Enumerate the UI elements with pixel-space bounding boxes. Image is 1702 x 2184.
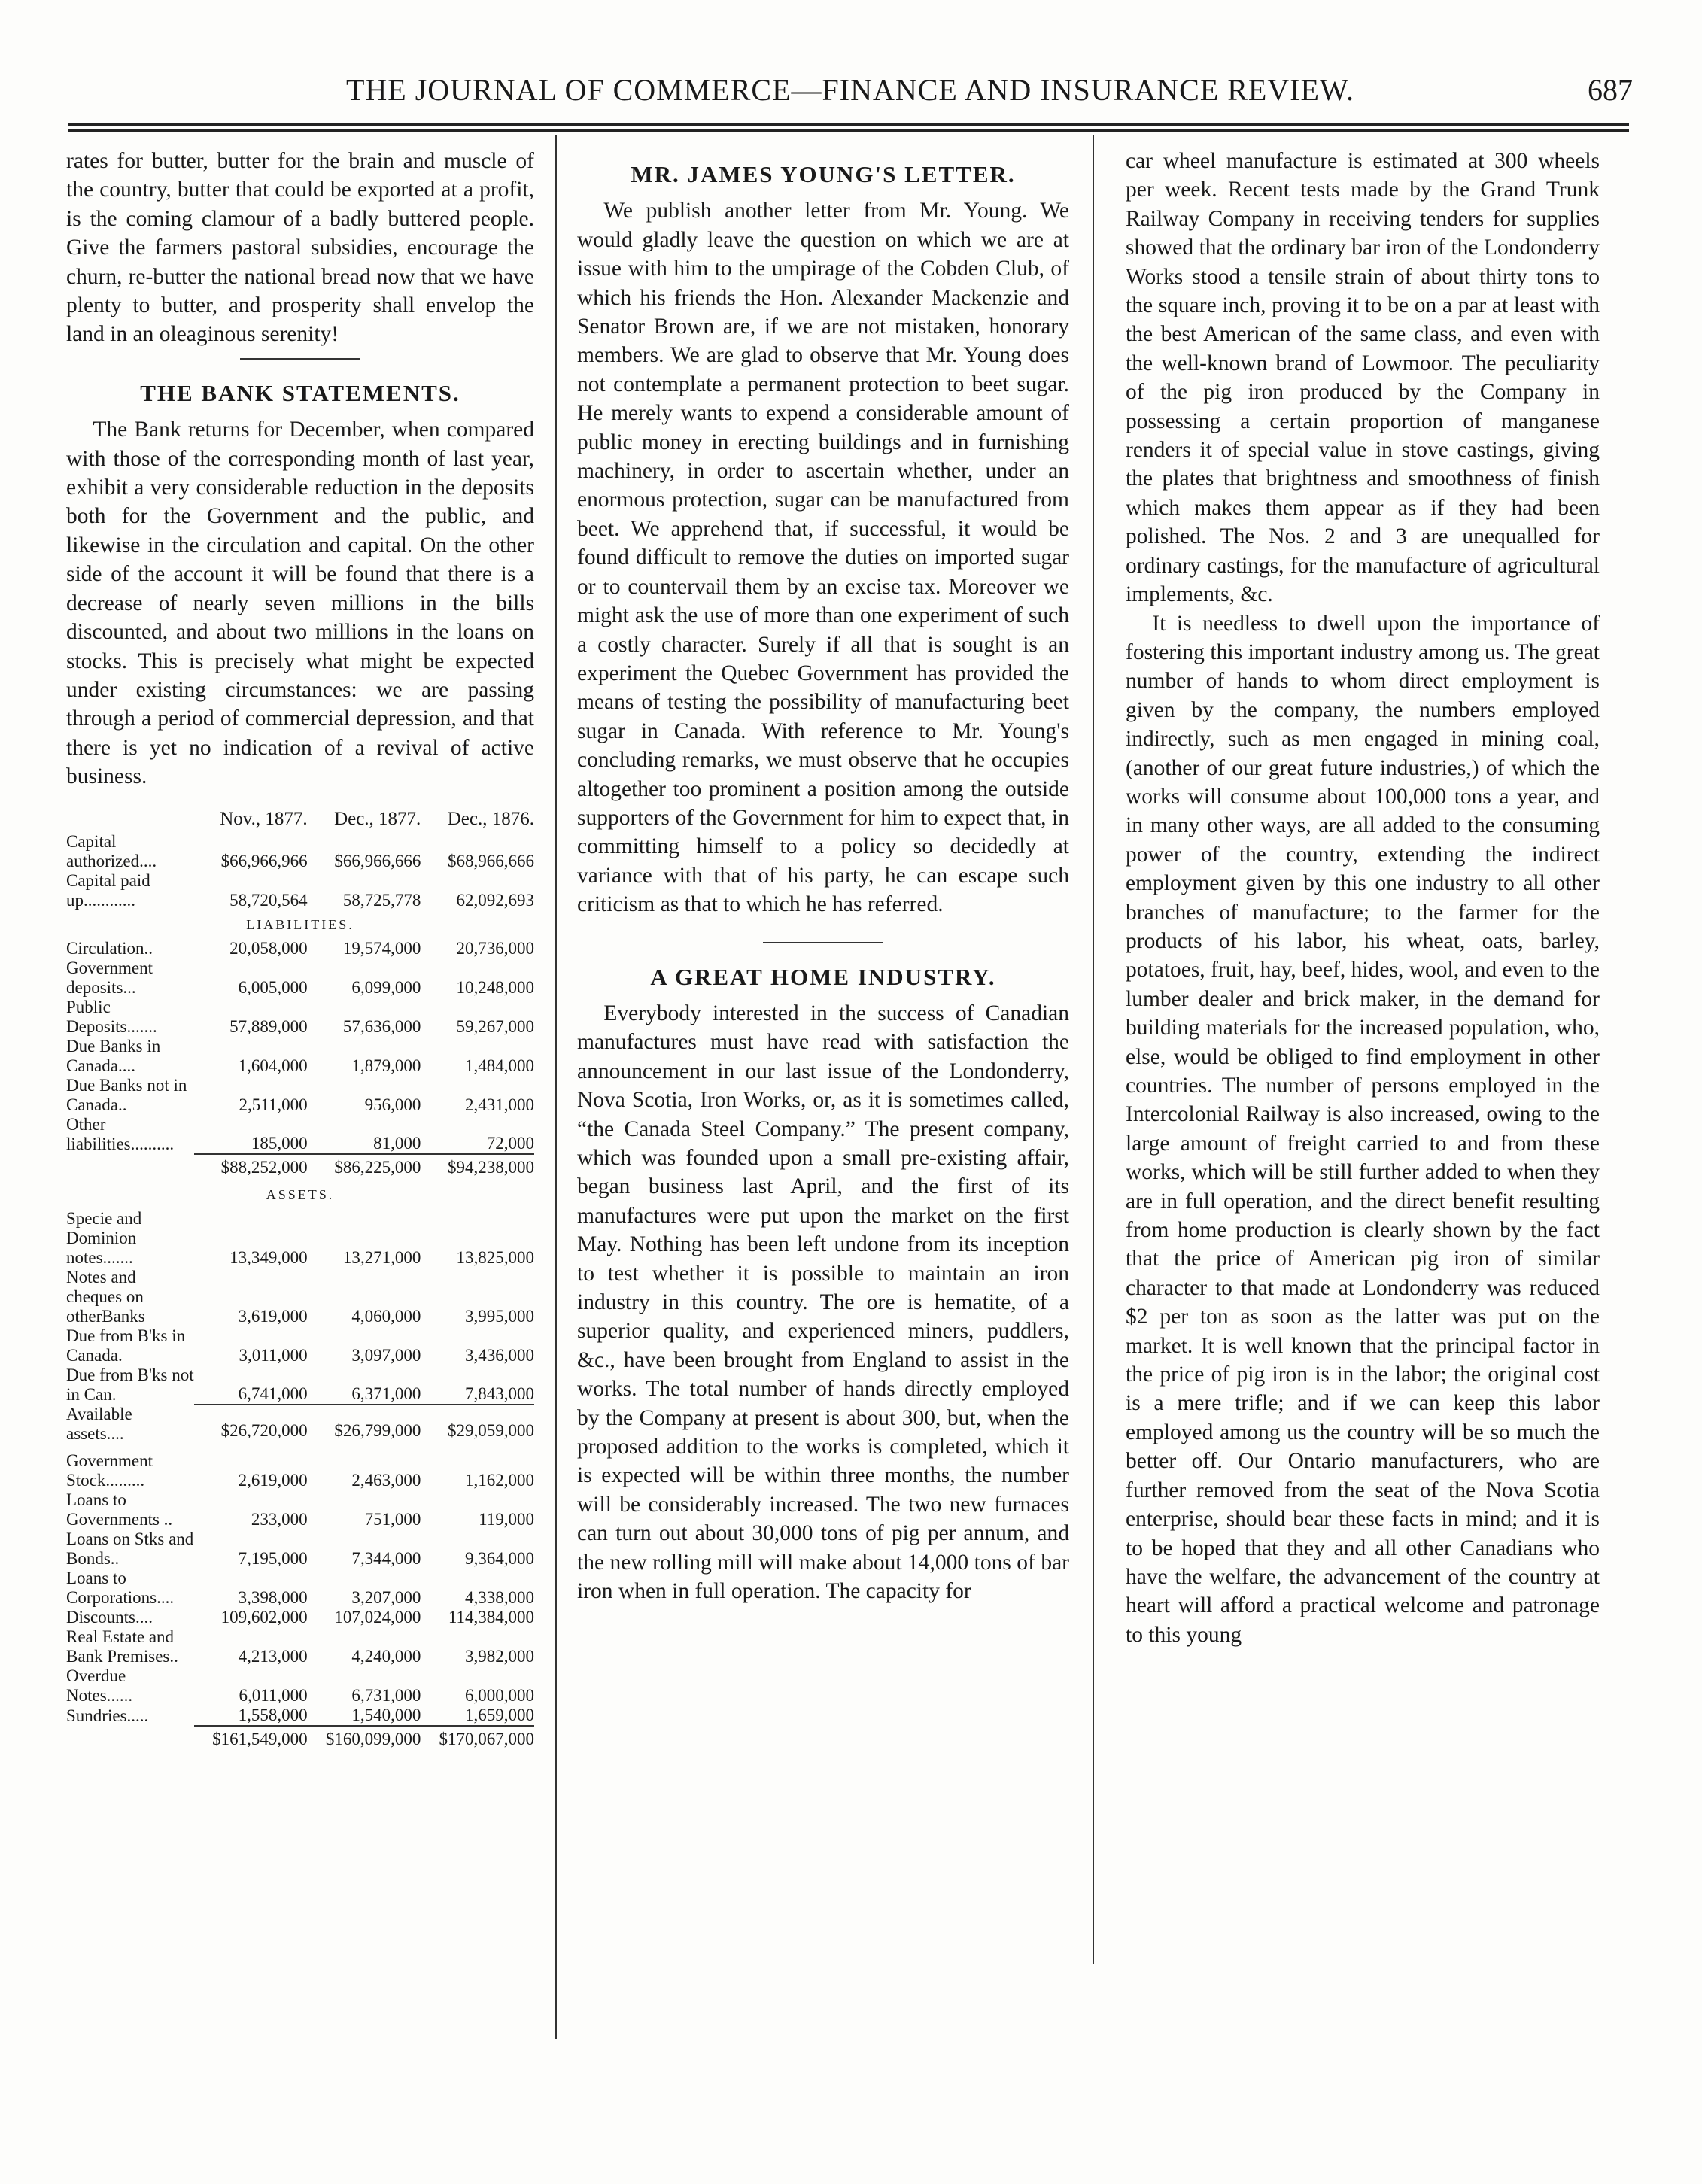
table-row bbox=[66, 832, 534, 871]
row-label: Available assets.... bbox=[66, 1404, 132, 1443]
row-label: Loans to Corporations.... bbox=[66, 1568, 175, 1607]
table-cell: 3,097,000 bbox=[351, 1345, 421, 1365]
table-row bbox=[66, 958, 534, 998]
table-cell: 109,602,000 bbox=[220, 1607, 308, 1627]
table-cell: 13,271,000 bbox=[342, 1247, 421, 1267]
table-cell: 9,364,000 bbox=[465, 1548, 534, 1568]
column-divider-right bbox=[1093, 135, 1094, 1964]
table-row bbox=[66, 1490, 534, 1529]
page-header bbox=[68, 72, 1633, 110]
table-row bbox=[66, 1115, 534, 1154]
table-cell: 4,240,000 bbox=[351, 1646, 421, 1666]
table-cell: 20,736,000 bbox=[456, 938, 534, 958]
table-cell: 6,371,000 bbox=[351, 1384, 421, 1403]
table-cell: 3,436,000 bbox=[465, 1345, 534, 1365]
table-cell: 72,000 bbox=[486, 1133, 534, 1153]
liabilities-rows bbox=[66, 939, 534, 1154]
young-letter-heading: MR. JAMES YOUNG'S LETTER. bbox=[631, 161, 1016, 187]
row-label: Due from B'ks not in Can. bbox=[66, 1365, 194, 1404]
table-cell: 57,636,000 bbox=[342, 1016, 421, 1036]
table-cell: 114,384,000 bbox=[448, 1607, 534, 1627]
table-cell: 6,011,000 bbox=[239, 1685, 308, 1705]
row-label: Circulation.. bbox=[66, 938, 153, 958]
table-cell: 1,604,000 bbox=[238, 1056, 308, 1075]
table-cell: 6,099,000 bbox=[351, 977, 421, 997]
column-middle bbox=[577, 147, 1069, 1606]
total-cell: $170,067,000 bbox=[421, 1726, 534, 1752]
header-rule-top bbox=[68, 123, 1629, 126]
liabilities-heading: LIABILITIES. bbox=[246, 916, 354, 932]
column-header: Nov., 1877. bbox=[220, 808, 308, 829]
young-letter-paragraph: We publish another letter from Mr. Young. We would gladly leave the question on which we are at issue with him to the umpirage of the Cobden Club, of which his friends the Hon. Alexander Mackenzie and Senator Brown are, if we are not mistaken, honorary members. We are glad to observe that Mr. Young does not contemplate a permanent protection to beet sugar. He merely wants to expend a considerable amount of public money in erecting buildings and in furnishing machinery, in order to ascertain whether, under an enormous protection, sugar can be manufactured from beet. We apprehend that, if successful, it would be found difficult to remove the duties on imported sugar or to countervail them by an excise tax. Moreover we might ask the use of more than one experiment of such a costly character. Surely if all that is sought is an experiment the Quebec Government has provided the means of testing the possibility of manufacturing beet sugar in Canada. With reference to Mr. Young's concluding remarks, we must observe that he occupies altogether too prominent a position among the outside supporters of the Government for him to expect that, in committing himself to a policy so decidedly at variance with that of his party, he can escape such criticism as that to which he has referred. bbox=[577, 199, 1069, 917]
row-label: Government Stock......... bbox=[66, 1450, 153, 1490]
row-label: Capital paid up............ bbox=[66, 870, 150, 910]
table-cell: 185,000 bbox=[251, 1133, 308, 1153]
table-row bbox=[66, 1569, 534, 1608]
table-cell: 13,825,000 bbox=[456, 1247, 534, 1267]
total-cell: $161,549,000 bbox=[194, 1726, 308, 1752]
table-row bbox=[66, 1706, 534, 1726]
table-cell: 2,511,000 bbox=[239, 1095, 308, 1114]
row-label: Loans to Governments .. bbox=[66, 1490, 173, 1529]
home-industry-paragraph: Everybody interested in the success of Canadian manufactures must have read with satisfaction the announcement in our last issue of the Londonderry, Nova Scotia, Iron Works, or, as it is sometimes called, “the Canada Steel Company.” The present company, which was founded upon a small pre-existing affair, began business last April, and the first of its manufactures were put upon the market on the first May. Nothing has been left undone from its inception to test whether it is possible to maintain an iron industry in this country. The ore is hematite, of a superior quality, and experienced miners, puddlers, &c., have been brought from England to assist in the works. The total number of hands directly employed by the Company at present is about 300, but, when the proposed addition to the works is completed, which it is expected will be within three months, the number will be considerably increased. The two new furnaces can turn out about 30,000 tons of pig per annum, and the new rolling mill will make about 14,000 tons of bar iron when in full operation. The capacity for bbox=[577, 1001, 1069, 1604]
table-cell: 4,338,000 bbox=[465, 1587, 534, 1607]
table-cell: 233,000 bbox=[251, 1509, 308, 1529]
column-header: Dec., 1877. bbox=[334, 808, 421, 829]
table-row bbox=[66, 1076, 534, 1115]
column-header: Dec., 1876. bbox=[447, 808, 534, 829]
row-label: Due Banks in Canada.... bbox=[66, 1036, 161, 1075]
total-cell: $94,238,000 bbox=[421, 1154, 534, 1180]
table-cell: 3,982,000 bbox=[465, 1646, 534, 1666]
table-cell: 20,058,000 bbox=[229, 938, 308, 958]
table-row bbox=[66, 939, 534, 958]
home-industry-heading: A GREAT HOME INDUSTRY. bbox=[650, 963, 996, 990]
table-cell: 956,000 bbox=[364, 1095, 421, 1114]
table-row bbox=[66, 1209, 534, 1268]
table-cell: 59,267,000 bbox=[456, 1016, 534, 1036]
table-cell: 751,000 bbox=[364, 1509, 421, 1529]
table-cell: $68,966,666 bbox=[448, 851, 534, 870]
table-row bbox=[66, 1608, 534, 1627]
table-cell: 1,879,000 bbox=[351, 1056, 421, 1075]
table-cell: 7,195,000 bbox=[238, 1548, 308, 1568]
table-cell: 4,060,000 bbox=[351, 1306, 421, 1326]
table-cell: 58,720,564 bbox=[229, 890, 308, 910]
total-cell: $26,720,000 bbox=[194, 1405, 308, 1444]
table-row bbox=[66, 1365, 534, 1405]
row-label: Due Banks not in Canada.. bbox=[66, 1075, 187, 1114]
table-cell: 4,213,000 bbox=[238, 1646, 308, 1666]
table-cell: 107,024,000 bbox=[334, 1607, 421, 1627]
page-number: 687 bbox=[1588, 73, 1633, 107]
table-cell: 119,000 bbox=[479, 1509, 534, 1529]
table-row bbox=[66, 1529, 534, 1569]
row-label: Other liabilities.......... bbox=[66, 1114, 175, 1153]
table-cell: 6,005,000 bbox=[238, 977, 308, 997]
total-cell: $29,059,000 bbox=[421, 1405, 534, 1444]
table-cell: 10,248,000 bbox=[456, 977, 534, 997]
table-header-row bbox=[66, 810, 534, 832]
table-cell: $66,966,966 bbox=[220, 851, 308, 870]
row-label: Due from B'ks in Canada. bbox=[66, 1326, 186, 1365]
table-cell: 2,431,000 bbox=[465, 1095, 534, 1114]
table-cell: 7,843,000 bbox=[465, 1384, 534, 1403]
bank-statements-heading: THE BANK STATEMENTS. bbox=[140, 379, 460, 406]
available-assets-row bbox=[66, 1405, 534, 1444]
running-title: THE JOURNAL OF COMMERCE—FINANCE AND INSURANCE REVIEW. bbox=[345, 73, 1355, 107]
row-label: Sundries..... bbox=[66, 1706, 149, 1725]
assets-rows-a bbox=[66, 1209, 534, 1405]
bank-statements-paragraph: The Bank returns for December, when compared with those of the corresponding month of last year, exhibit a very considerable reduction in the deposits both for the Government and the public, and likewise in the circulation and capital. On the other side of the account it will be found that there is a decrease of nearly seven millions in the bills discounted, and about two millions in the loans on stocks. This is precisely what might be expected under existing circumstances: we are passing through a period of commercial depression, and that there is yet no indication of a revival of active business. bbox=[66, 418, 534, 789]
table-cell: $66,966,666 bbox=[334, 851, 421, 870]
table-cell: 1,484,000 bbox=[465, 1056, 534, 1075]
table-cell: 3,995,000 bbox=[465, 1306, 534, 1326]
assets-heading: ASSETS. bbox=[266, 1186, 335, 1202]
row-label: Specie and Dominion notes....... bbox=[66, 1208, 142, 1267]
row-label: Public Deposits....... bbox=[66, 997, 157, 1036]
table-cell: 81,000 bbox=[373, 1133, 421, 1153]
table-cell: 1,162,000 bbox=[465, 1470, 534, 1490]
table-cell: 6,731,000 bbox=[351, 1685, 421, 1705]
table-cell: 1,558,000 bbox=[238, 1705, 308, 1724]
table-cell: 57,889,000 bbox=[229, 1016, 308, 1036]
table-row bbox=[66, 1037, 534, 1076]
table-cell: 62,092,693 bbox=[456, 890, 534, 910]
row-label: Capital authorized.... bbox=[66, 831, 157, 870]
bank-returns-table bbox=[66, 810, 534, 1752]
total-cell: $26,799,000 bbox=[308, 1405, 421, 1444]
row-label: Notes and cheques on otherBanks bbox=[66, 1267, 145, 1326]
table-cell: 3,011,000 bbox=[239, 1345, 308, 1365]
table-row bbox=[66, 1627, 534, 1666]
row-label: Discounts.... bbox=[66, 1607, 153, 1627]
table-cell: 2,463,000 bbox=[351, 1470, 421, 1490]
table-cell: 13,349,000 bbox=[229, 1247, 308, 1267]
table-row bbox=[66, 998, 534, 1037]
row-label: Loans on Stks and Bonds.. bbox=[66, 1529, 194, 1568]
column-left bbox=[66, 147, 534, 1752]
capital-rows bbox=[66, 832, 534, 910]
assets-rows-b bbox=[66, 1451, 534, 1726]
section-rule bbox=[240, 358, 360, 360]
industry-continued-paragraph: car wheel manufacture is estimated at 300 wheels per week. Recent tests made by the Grand Trunk Railway Company in receiving tenders for supplies showed that the ordinary bar iron of the Londonderry Works stood a tensile strain of about thirty tons to the square inch, proving it to be on a par at least with the best American of the same class, and even with the well-known brand of Lowmoor. The peculiarity of the pig iron produced by the Company in possessing a certain proportion of manganese renders it of special value in stove castings, giving the plates that brightness and smoothness of finish which makes them appear as if they had been polished. The Nos. 2 and 3 are unequalled for ordinary castings, for the manufacture of agricultural implements, &c. bbox=[1126, 149, 1600, 607]
total-cell: $88,252,000 bbox=[194, 1154, 308, 1180]
table-cell: 6,741,000 bbox=[238, 1384, 308, 1403]
header-rule-bottom bbox=[68, 129, 1629, 132]
total-cell: $86,225,000 bbox=[308, 1154, 421, 1180]
total-cell: $160,099,000 bbox=[308, 1726, 421, 1752]
table-cell: 2,619,000 bbox=[238, 1470, 308, 1490]
column-divider-left bbox=[555, 135, 557, 2039]
table-cell: 7,344,000 bbox=[351, 1548, 421, 1568]
table-row bbox=[66, 871, 534, 910]
table-cell: 19,574,000 bbox=[342, 938, 421, 958]
table-row bbox=[66, 1666, 534, 1706]
butter-paragraph: rates for butter, butter for the brain and muscle of the country, butter that could be exported at a profit, is the coming clamour of a badly buttered people. Give the farmers pastoral subsidies, encourage the churn, re-butter the national bread now that we have plenty to butter, and prosperity shall envelop the land in an oleaginous serenity! bbox=[66, 149, 534, 347]
fostering-industry-paragraph: It is needless to dwell upon the importance of fostering this important industry among us. The great number of hands to whom direct employment is given by the company, the numbers employed indirectly, such as men engaged in mining coal, (another of our great future industries,) of which the works will consume about 100,000 tons a year, and in many other ways, are all added to the consuming power of the country, extending the indirect employment given by this one industry to all other branches of manufacture; to the farmer for the products of his labor, his wheat, oats, barley, potatoes, fruit, hay, beef, hides, wool, and even to the lumber dealer and brick maker, in the demand for building materials for the increased population, who, else, would be obliged to find employment in other countries. The number of persons employed in the Intercolonial Railway is also increased, owing to the large amount of freight carried to and from these works, which will be still further added to when they are in full operation, and the direct benefit resulting from home production is clearly shown by the fact that the price of American pig iron of similar character to that made at Londonderry was reduced $2 per ton as soon as the latter was put on the market. It is well known that the principal factor in the price of pig iron is in the labor; the original cost is a mere trifle; and if we can keep this labor employed among us the country will be so much the better off. Our Ontario manufacturers, who are further removed from the seat of the Nova Scotia enterprise, should bear these facts in mind; and it is to be hoped that they and all other Canadians who have the welfare, the advancement of the country at heart will afford a practical welcome and patronage to this young bbox=[1126, 611, 1600, 1647]
assets-total-row bbox=[66, 1726, 534, 1752]
table-cell: 3,398,000 bbox=[238, 1587, 308, 1607]
section-rule bbox=[763, 942, 883, 943]
row-label: Real Estate and Bank Premises.. bbox=[66, 1627, 178, 1666]
row-label: Overdue Notes...... bbox=[66, 1666, 133, 1705]
row-label: Government deposits... bbox=[66, 958, 153, 997]
liabilities-total-row bbox=[66, 1154, 534, 1180]
table-cell: 1,659,000 bbox=[465, 1705, 534, 1724]
table-cell: 6,000,000 bbox=[465, 1685, 534, 1705]
table-row bbox=[66, 1451, 534, 1490]
table-row bbox=[66, 1326, 534, 1365]
table-cell: 1,540,000 bbox=[351, 1705, 421, 1724]
table-cell: 3,207,000 bbox=[351, 1587, 421, 1607]
table-cell: 3,619,000 bbox=[238, 1306, 308, 1326]
column-right bbox=[1126, 147, 1600, 1649]
table-cell: 58,725,778 bbox=[342, 890, 421, 910]
table-row bbox=[66, 1268, 534, 1326]
